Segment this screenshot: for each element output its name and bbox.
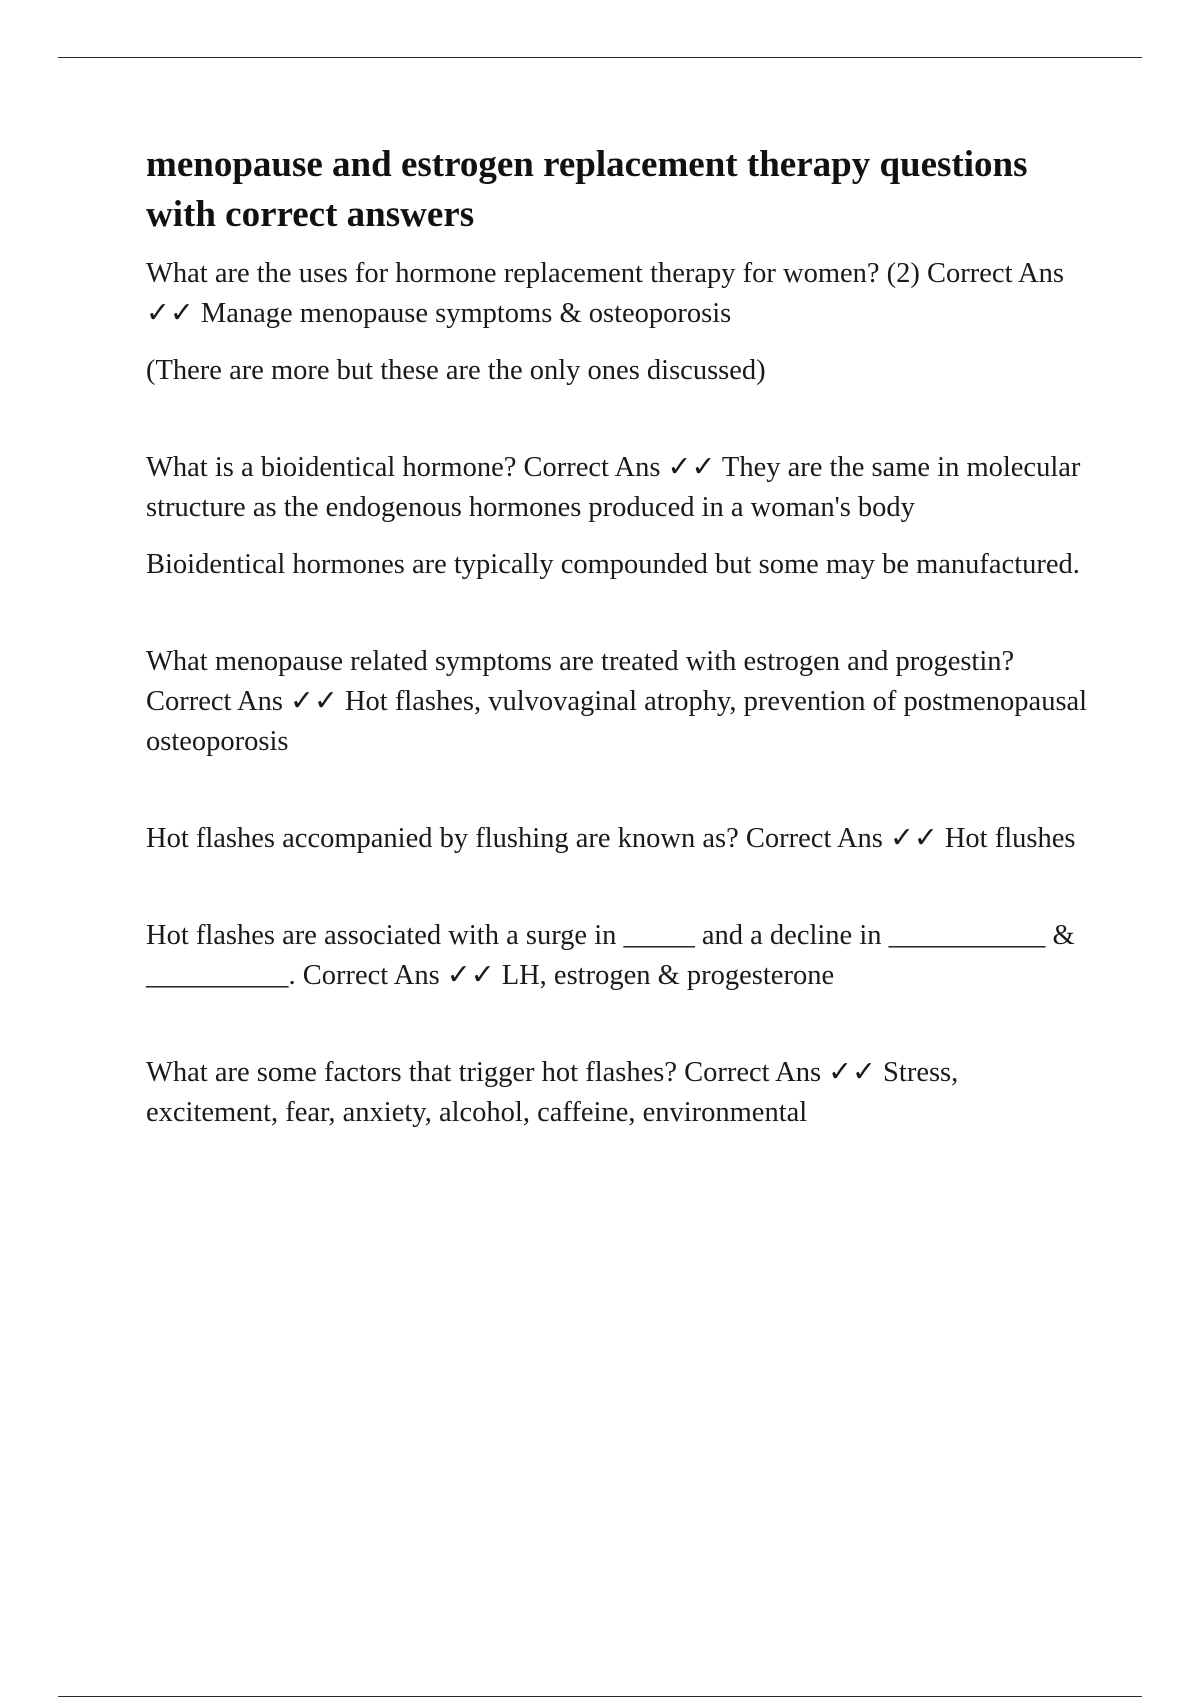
qa-entry-2 xyxy=(146,448,1096,585)
qa-text: What menopause related symptoms are treated with estrogen and progestin? Correct Ans ✓✓ Hot flashes, vulvovaginal atrophy, prevention of postmenopausal osteoporosis xyxy=(146,646,1088,757)
qa-note: (There are more but these are the only ones discussed) xyxy=(146,355,766,386)
top-divider xyxy=(58,57,1142,58)
qa-entry-6 xyxy=(146,1053,1096,1133)
bottom-divider xyxy=(58,1696,1142,1697)
qa-note: Bioidentical hormones are typically compounded but some may be manufactured. xyxy=(146,549,1080,580)
qa-entry-5 xyxy=(146,916,1096,996)
document-body xyxy=(146,140,1096,1133)
qa-text: What are the uses for hormone replacement therapy for women? (2) Correct Ans ✓✓ Manage menopause symptoms & osteoporosis xyxy=(146,258,1064,329)
qa-text: Hot flashes accompanied by flushing are known as? Correct Ans ✓✓ Hot flushes xyxy=(146,823,1076,854)
qa-text: What is a bioidentical hormone? Correct Ans ✓✓ They are the same in molecular structure as the endogenous hormones produced in a woman's body xyxy=(146,452,1081,523)
document-title: menopause and estrogen replacement therapy questions with correct answers xyxy=(146,144,1028,235)
qa-entry-1 xyxy=(146,254,1096,391)
qa-entry-4 xyxy=(146,819,1096,859)
qa-entry-3 xyxy=(146,642,1096,762)
qa-text: What are some factors that trigger hot flashes? Correct Ans ✓✓ Stress, excitement, fear, anxiety, alcohol, caffeine, environmental xyxy=(146,1057,959,1128)
qa-text: Hot flashes are associated with a surge in _____ and a decline in ___________ & __________. Correct Ans ✓✓ LH, estrogen & progesterone xyxy=(146,920,1075,991)
